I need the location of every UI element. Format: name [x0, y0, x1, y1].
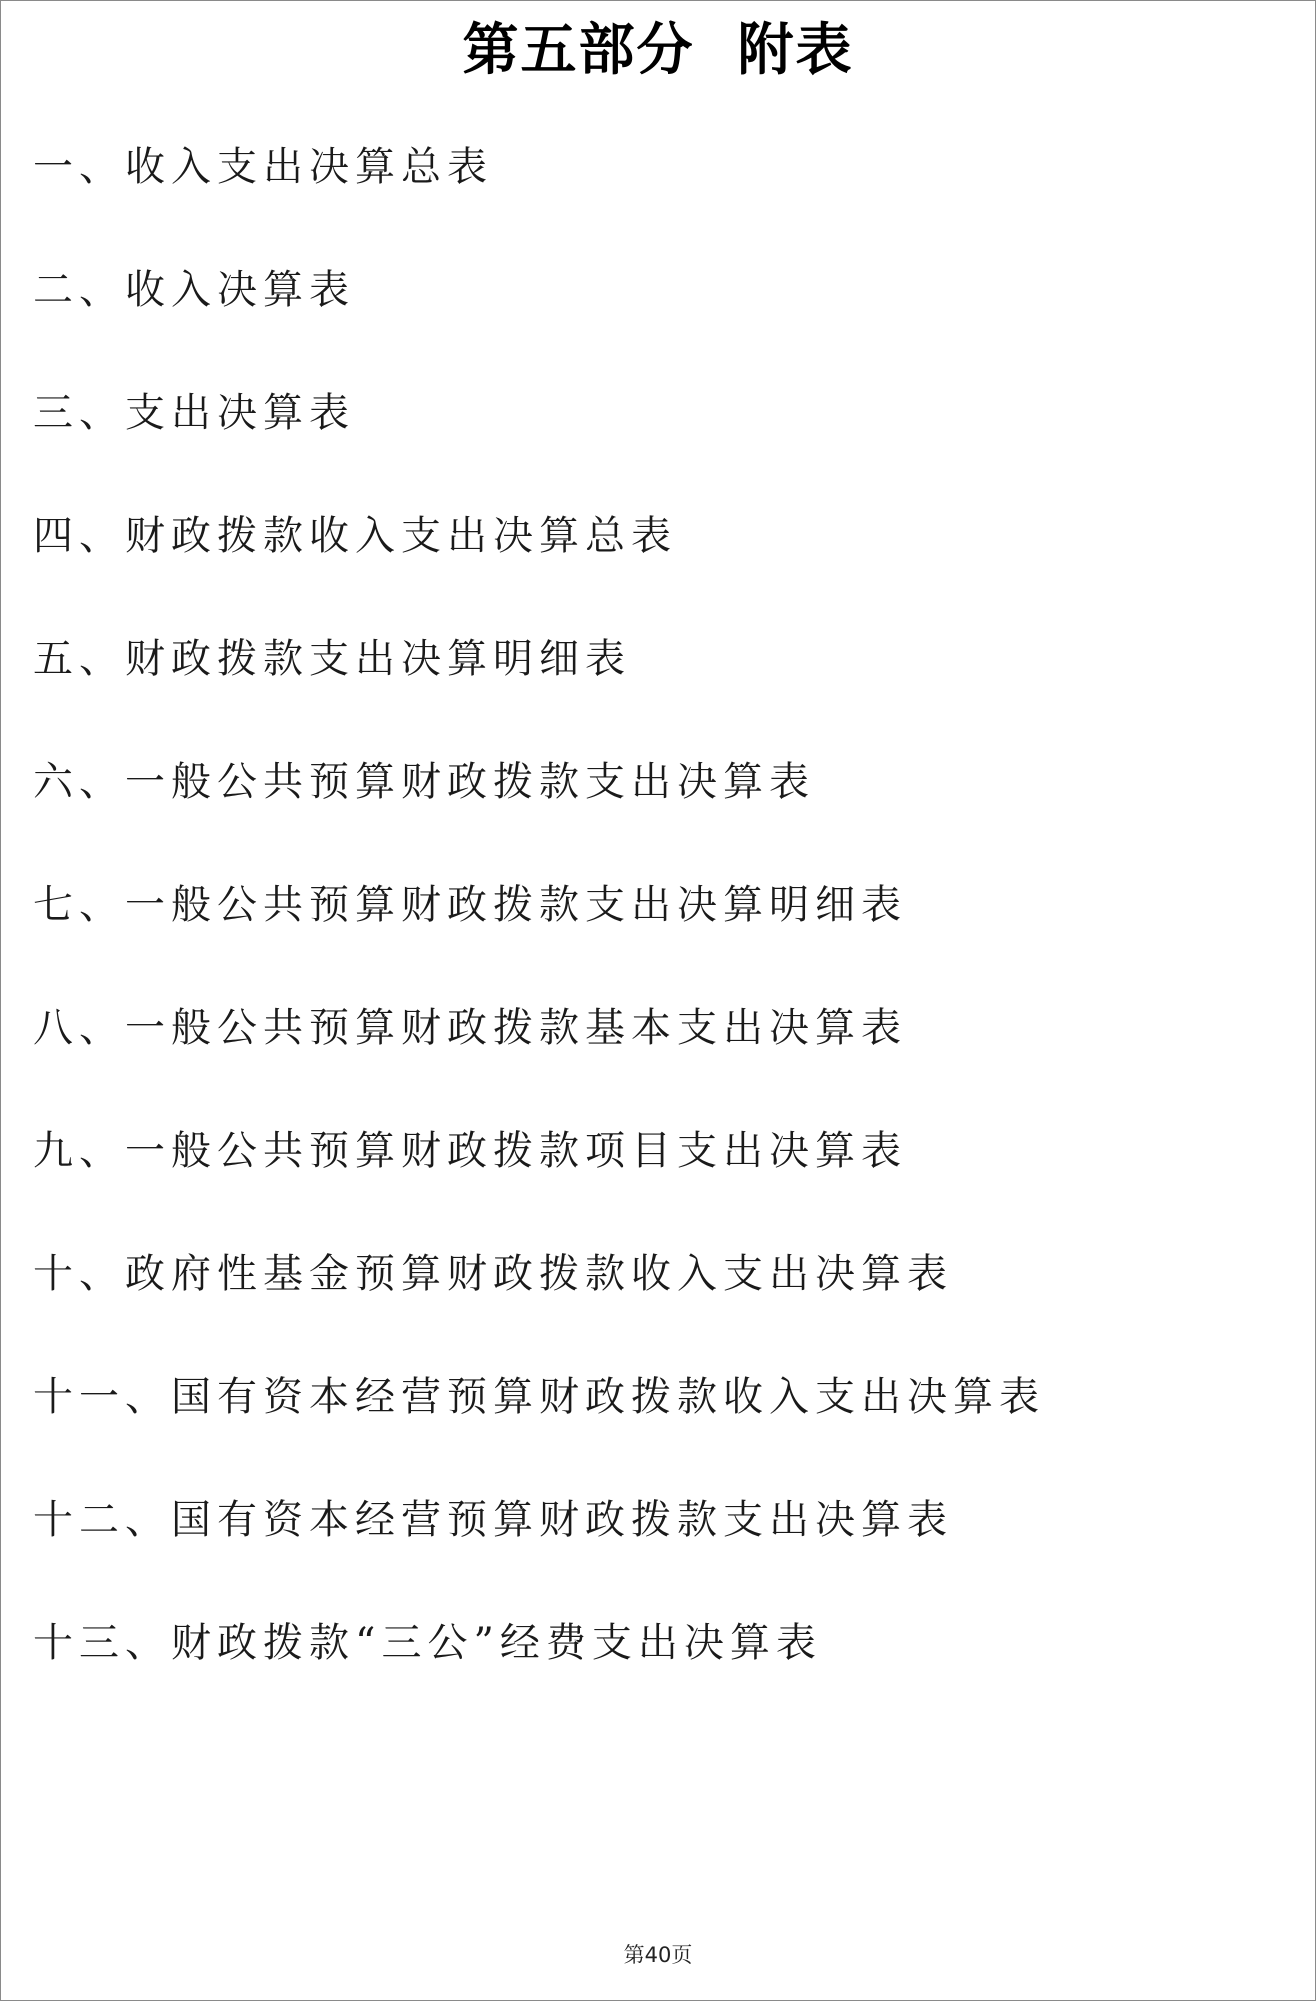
- page-title: 第五部分 附表: [462, 18, 854, 83]
- appendix-item: 十一、国有资本经营预算财政拨款收入支出决算表: [33, 1374, 1045, 1420]
- appendix-item: 四、财政拨款收入支出决算总表: [33, 513, 677, 559]
- appendix-item: 五、财政拨款支出决算明细表: [33, 636, 631, 682]
- page-number: 第40页: [623, 1943, 693, 1967]
- appendix-item: 六、一般公共预算财政拨款支出决算表: [33, 759, 815, 805]
- appendix-item: 十、政府性基金预算财政拨款收入支出决算表: [33, 1251, 953, 1297]
- appendix-item: 九、一般公共预算财政拨款项目支出决算表: [33, 1128, 907, 1174]
- appendix-item: 二、收入决算表: [33, 267, 355, 313]
- appendix-item: 十三、财政拨款“三公”经费支出决算表: [33, 1620, 822, 1666]
- appendix-item: 七、一般公共预算财政拨款支出决算明细表: [33, 882, 907, 928]
- appendix-list: [33, 131, 1045, 1730]
- appendix-item: 一、收入支出决算总表: [33, 144, 493, 190]
- appendix-item: 八、一般公共预算财政拨款基本支出决算表: [33, 1005, 907, 1051]
- appendix-item: 十二、国有资本经营预算财政拨款支出决算表: [33, 1497, 953, 1543]
- appendix-item: 三、支出决算表: [33, 390, 355, 436]
